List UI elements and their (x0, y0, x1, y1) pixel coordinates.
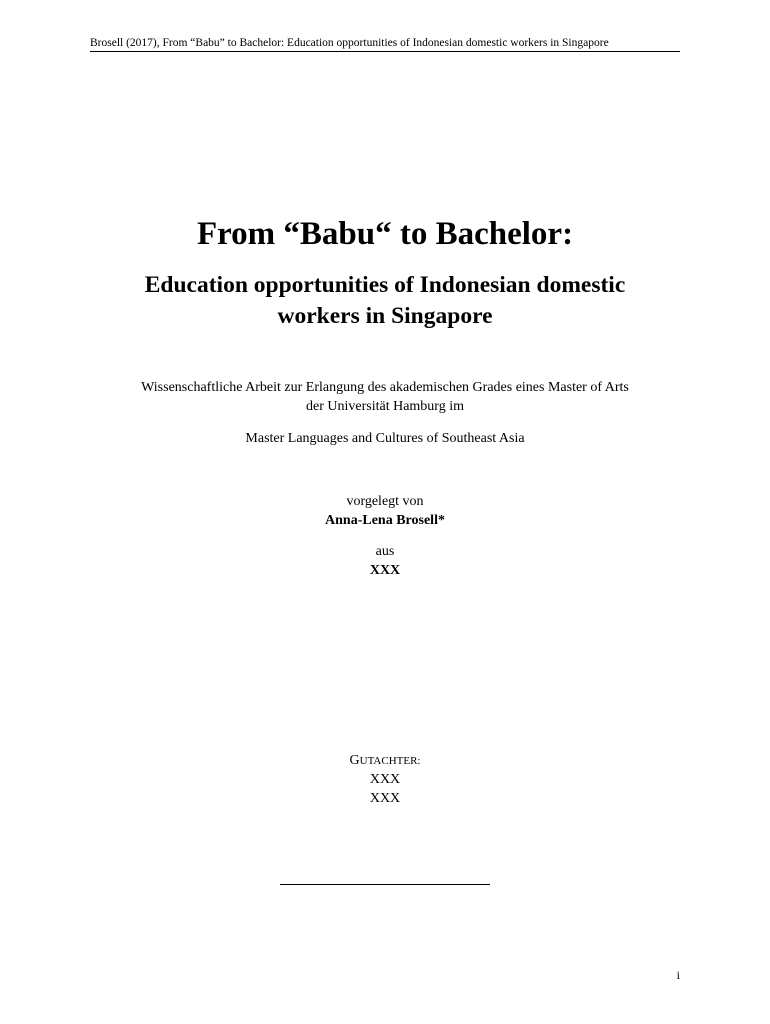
subtitle-line-2: workers in Singapore (277, 303, 493, 329)
thesis-line-2: der Universität Hamburg im (306, 399, 464, 414)
page-number: i (676, 968, 680, 982)
subtitle-line-1: Education opportunities of Indonesian domestic (144, 272, 626, 298)
thesis-line-1: Wissenschaftliche Arbeit zur Erlangung des akademischen Grades eines Master of Arts (141, 380, 629, 395)
origin-label: aus (375, 544, 395, 559)
degree-program: Master Languages and Cultures of Southeast Asia (245, 431, 525, 446)
footnote-separator (280, 884, 490, 885)
document-title: From “Babu“ to Bachelor: (196, 216, 574, 252)
reviewers-label-rest: UTACHTER: (359, 755, 421, 767)
reviewer-2: XXX (369, 791, 401, 806)
reviewers-label (0, 751, 770, 771)
thesis-statement (0, 378, 770, 416)
reviewer-1: XXX (369, 772, 401, 787)
origin-value: XXX (369, 563, 401, 578)
presented-by-label: vorgelegt von (346, 494, 424, 509)
header-rule (90, 51, 680, 52)
reviewers-label-initial: G (349, 753, 360, 768)
author-name: Anna-Lena Brosell* (325, 513, 445, 528)
document-subtitle (0, 270, 770, 332)
running-header: Brosell (2017), From “Babu” to Bachelor: Education opportunities of Indonesian domestic workers in Singapore (90, 37, 609, 49)
